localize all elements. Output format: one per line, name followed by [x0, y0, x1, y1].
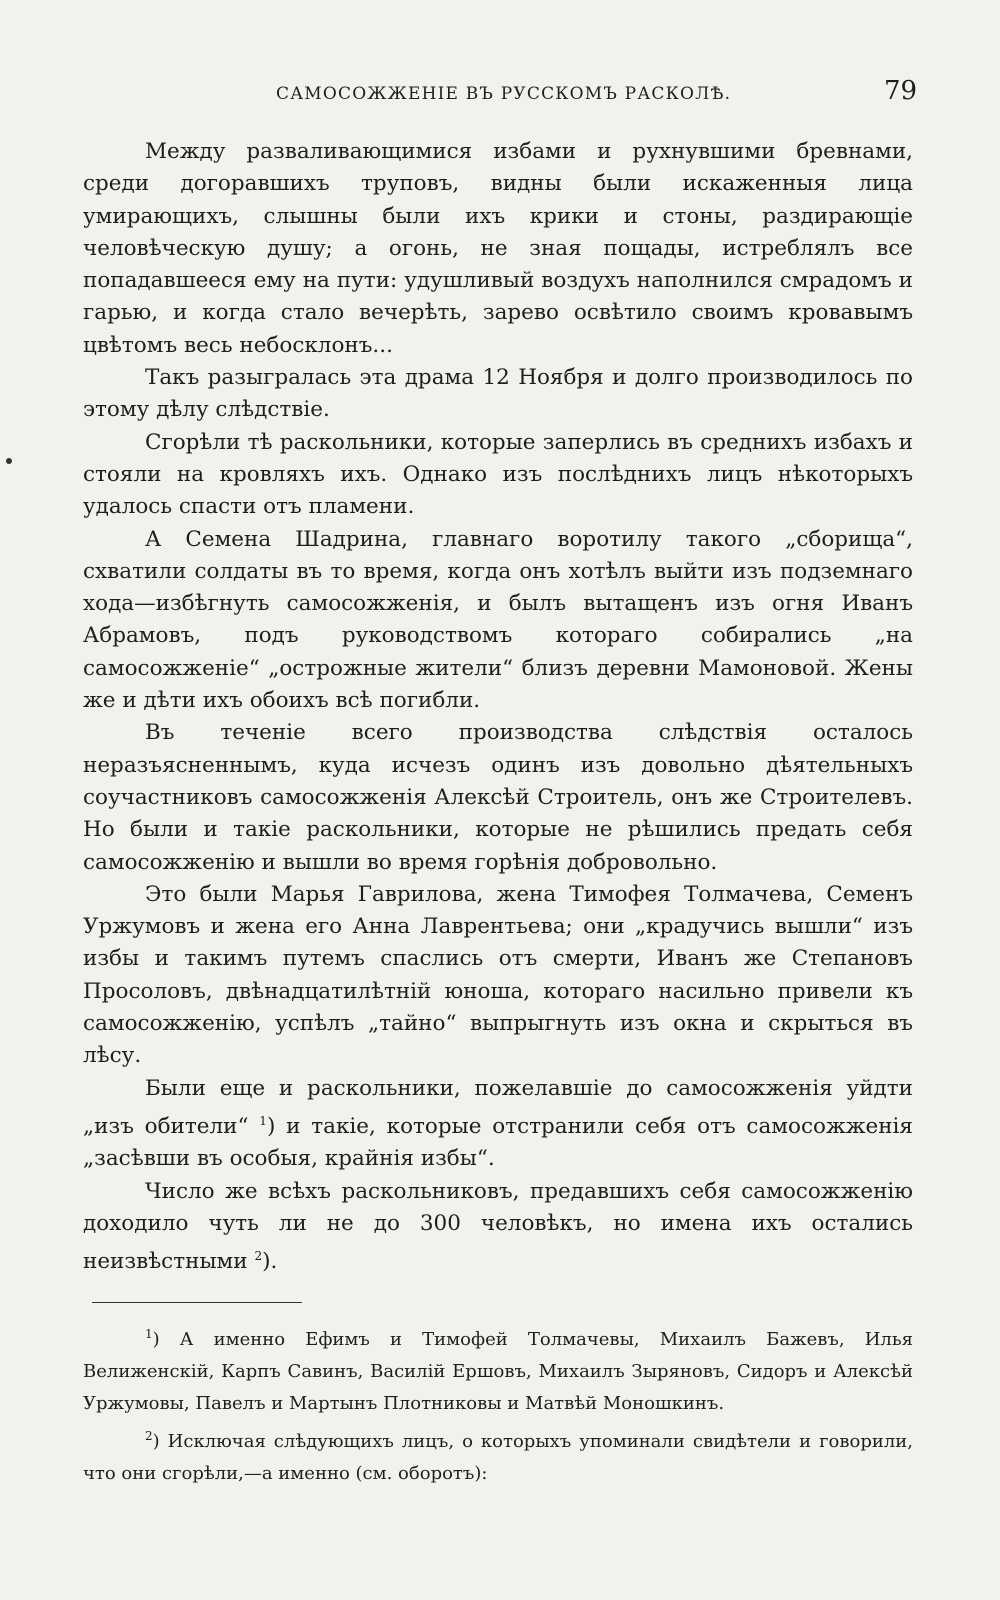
page-number: 79 [884, 76, 918, 106]
paragraph: Сгорѣли тѣ раскольники, которые заперлись въ среднихъ избахъ и стояли на кровляхъ ихъ. Однако изъ послѣднихъ лицъ нѣкоторыхъ удалось спасти отъ пламени. [83, 429, 913, 520]
paragraph-text: Число же всѣхъ раскольниковъ, предавшихъ себя самосожженію доходило чуть ли не до 300 человѣкъ, но имена ихъ остались неизвѣстными [83, 1178, 913, 1275]
paragraph: Такъ разыгралась эта драма 12 Ноября и долго производилось по этому дѣлу слѣдствіе. [83, 365, 913, 423]
paragraph [83, 1073, 913, 1176]
paragraph-text: ). [262, 1249, 278, 1275]
footnote-text: ) А именно Ефимъ и Тимофей Толмачевы, Михаилъ Бажевъ, Илья Велиженскій, Карпъ Савинъ, Василій Ершовъ, Михаилъ Зыряновъ, Сидоръ и Алексѣй Уржумовы, Павелъ и Мартынъ Плотниковы и Матвѣй Моношкинъ. [83, 1329, 913, 1414]
body-text [83, 136, 913, 1279]
footnote-ref-1: 1 [259, 1113, 267, 1128]
paragraph: Въ теченіе всего производства слѣдствія осталось неразъясненнымъ, куда исчезъ одинъ изъ довольно дѣятельныхъ соучастниковъ самосожженія Алексѣй Строитель, онъ же Строителевъ. Но были и такіе раскольники, которые не рѣшились предать себя самосожженію и вышли во время горѣнія добровольно. [83, 720, 913, 875]
footnotes [83, 1318, 913, 1490]
footnote-mark: 2 [145, 1429, 153, 1443]
paragraph-text: Были еще и раскольники, пожелавшіе до самосожженія уйдти „изъ обители“ [83, 1075, 913, 1140]
paragraph: Это были Марья Гаврилова, жена Тимофея Толмачева, Семенъ Уржумовъ и жена его Анна Лаврентьева; они „крадучись вышли“ изъ избы и такимъ путемъ спаслись отъ смерти, Иванъ же Степановъ Просоловъ, двѣнадцатилѣтній юноша, котораго насильно привели къ самосожженію, успѣлъ „тайно“ выпрыгнуть изъ окна и скрыться въ лѣсу. [83, 881, 913, 1069]
paragraph: А Семена Шадрина, главнаго воротилу такого „сборища“, схватили солдаты въ то время, когда онъ хотѣлъ выйти изъ подземнаго хода—избѣгнуть самосожженія, и былъ вытащенъ изъ огня Иванъ Абрамовъ, подъ руководствомъ котораго собирались „на самосожженіе“ „острожные жители“ близъ деревни Мамоновой. Жены же и дѣти ихъ обоихъ всѣ погибли. [83, 526, 913, 714]
footnote-separator [92, 1302, 302, 1303]
paragraph: Между разваливающимися избами и рухнувшими бревнами, среди догоравшихъ труповъ, видны были искаженныя лица умирающихъ, слышны были ихъ крики и стоны, раздирающіе человѣческую душу; а огонь, не зная пощады, истреблялъ все попадавшееся ему на пути: удушливый воздухъ наполнился смрадомъ и гарью, и когда стало вечерѣть, зарево освѣтило своимъ кровавымъ цвѣтомъ весь небосклонъ... [83, 139, 913, 358]
footnote-text: ) Исключая слѣдующихъ лицъ, о которыхъ упоминали свидѣтели и говорили, что они сгорѣли,—а именно (см. оборотъ): [83, 1431, 913, 1484]
footnote-mark: 1 [145, 1327, 153, 1341]
paragraph [83, 1176, 913, 1279]
running-head: САМОСОЖЖЕНІЕ ВЪ РУССКОМЪ РАСКОЛѢ. [276, 84, 732, 104]
footnote [83, 1318, 913, 1420]
footnote [83, 1420, 913, 1490]
footnote-ref-2: 2 [254, 1249, 263, 1264]
paragraph-text: ) и такіе, которые отстранили себя отъ самосожженія „засѣвши въ особыя, крайнія избы“. [83, 1114, 913, 1172]
stray-ink-dot [6, 458, 12, 464]
